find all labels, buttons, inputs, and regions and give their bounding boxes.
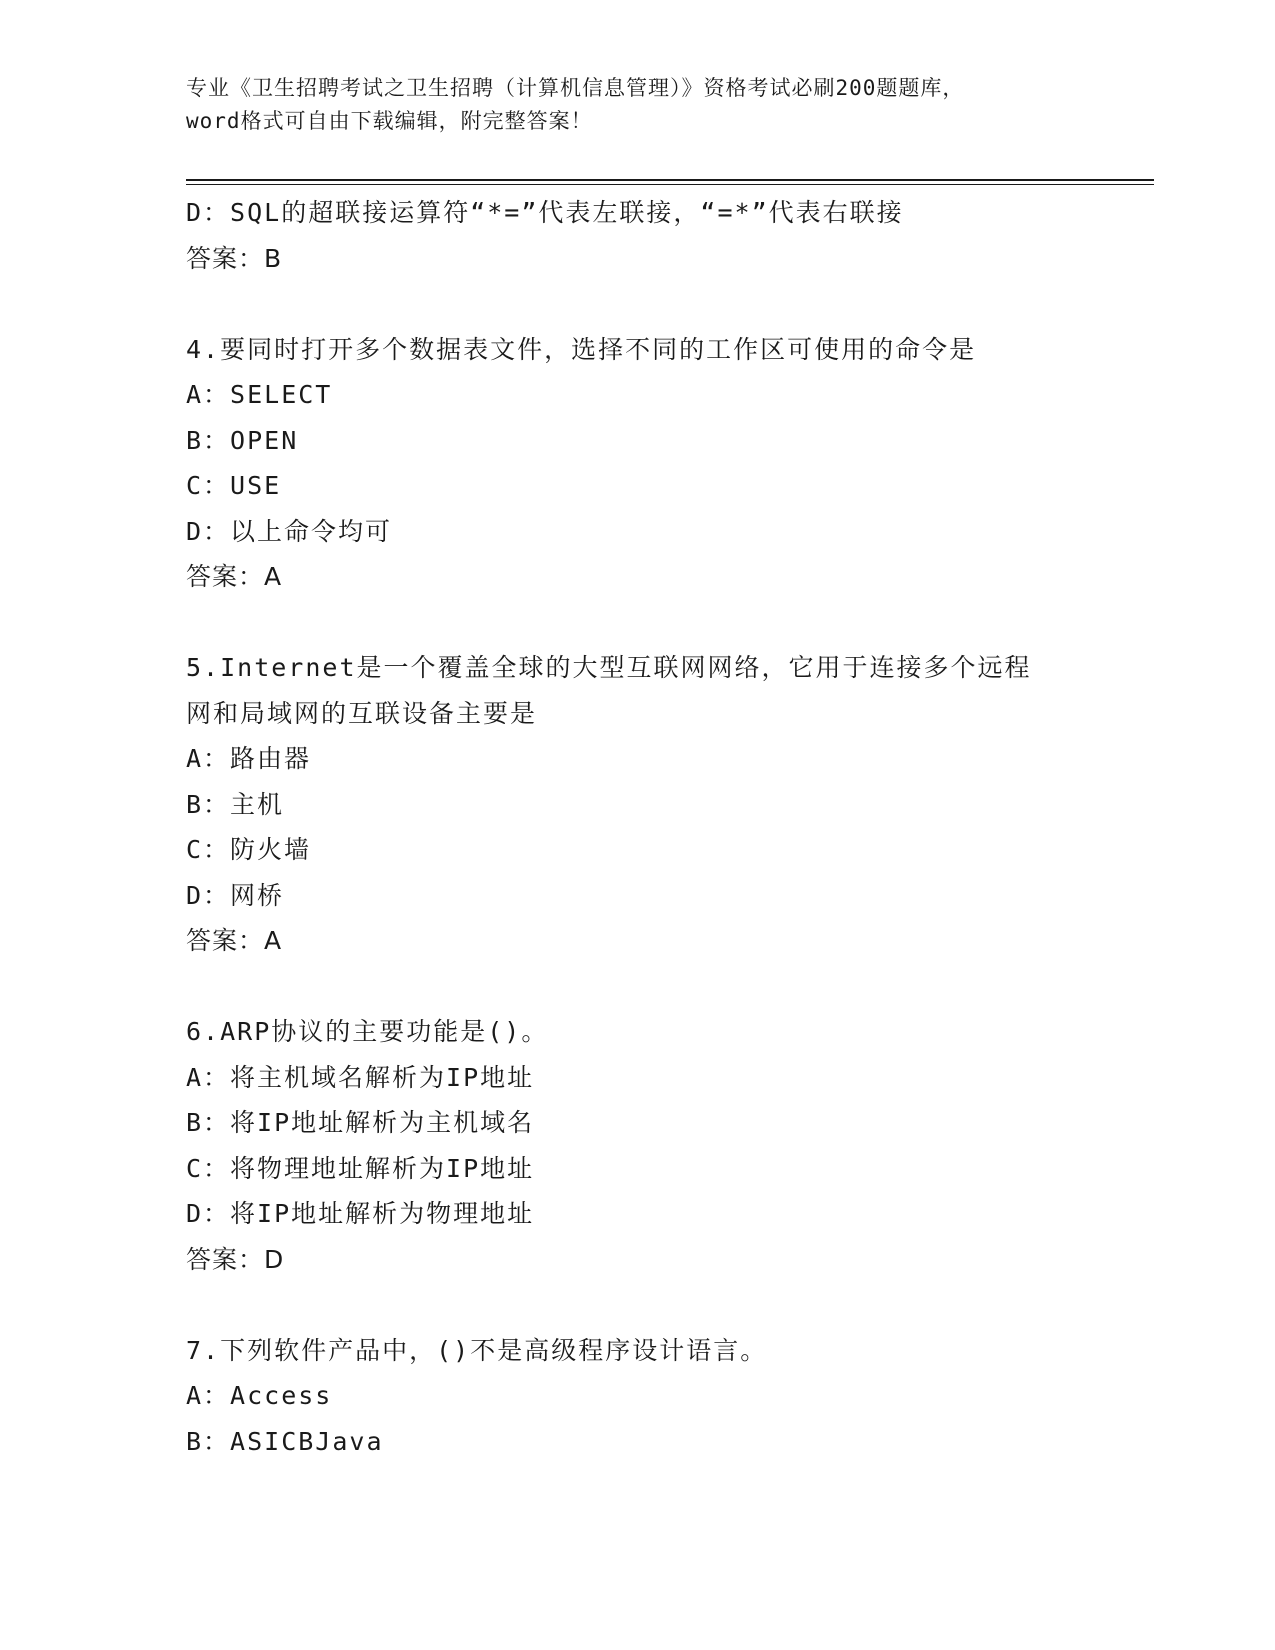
option-c: C：USE — [186, 471, 282, 500]
document-header — [186, 72, 1086, 138]
option-a: A：Access — [186, 1381, 333, 1410]
question-4 — [186, 327, 1086, 600]
spacer — [186, 600, 1086, 646]
question-5 — [186, 645, 1086, 964]
question-title: 6.ARP协议的主要功能是()。 — [186, 1017, 549, 1046]
question-6 — [186, 1009, 1086, 1282]
answer-line: 答案：D — [186, 1244, 285, 1274]
option-d: D：将IP地址解析为物理地址 — [186, 1199, 535, 1228]
header-divider-thick — [186, 179, 1154, 181]
spacer — [186, 964, 1086, 1010]
header-divider-thin — [186, 184, 1154, 185]
option-b: B：ASICBJava — [186, 1426, 384, 1456]
header-line-1: 专业《卫生招聘考试之卫生招聘（计算机信息管理）》资格考试必刷200题题库， — [186, 76, 965, 100]
option-d: D：网桥 — [186, 880, 285, 910]
answer-line: 答案：A — [186, 562, 283, 591]
header-line-2: word格式可自由下载编辑，附完整答案！ — [186, 109, 593, 133]
spacer — [186, 1282, 1086, 1328]
option-a: A：将主机域名解析为IP地址 — [186, 1062, 535, 1092]
option-a: A：路由器 — [186, 744, 312, 773]
option-d: D：SQL的超联接运算符“*=”代表左联接，“=*”代表右联接 — [186, 198, 904, 227]
option-b: B：主机 — [186, 789, 285, 819]
question-list — [186, 190, 1086, 1464]
spacer — [186, 281, 1086, 327]
option-b: B：将IP地址解析为主机域名 — [186, 1108, 535, 1137]
option-b: B：OPEN — [186, 425, 299, 455]
option-c: C：防火墙 — [186, 835, 312, 864]
question-title-line-2: 网和局域网的互联设备主要是 — [186, 698, 538, 728]
prev-question-tail — [186, 190, 1086, 281]
question-title: 7.下列软件产品中，()不是高级程序设计语言。 — [186, 1335, 768, 1365]
question-7 — [186, 1328, 1086, 1465]
question-title: 4.要同时打开多个数据表文件，选择不同的工作区可使用的命令是 — [186, 334, 977, 364]
question-title-line-1: 5.Internet是一个覆盖全球的大型互联网网络，它用于连接多个远程 — [186, 653, 1032, 682]
answer-line: 答案：A — [186, 926, 283, 955]
option-a: A：SELECT — [186, 380, 333, 409]
option-c: C：将物理地址解析为IP地址 — [186, 1153, 535, 1183]
answer-line: 答案：B — [186, 243, 283, 273]
option-d: D：以上命令均可 — [186, 516, 393, 546]
